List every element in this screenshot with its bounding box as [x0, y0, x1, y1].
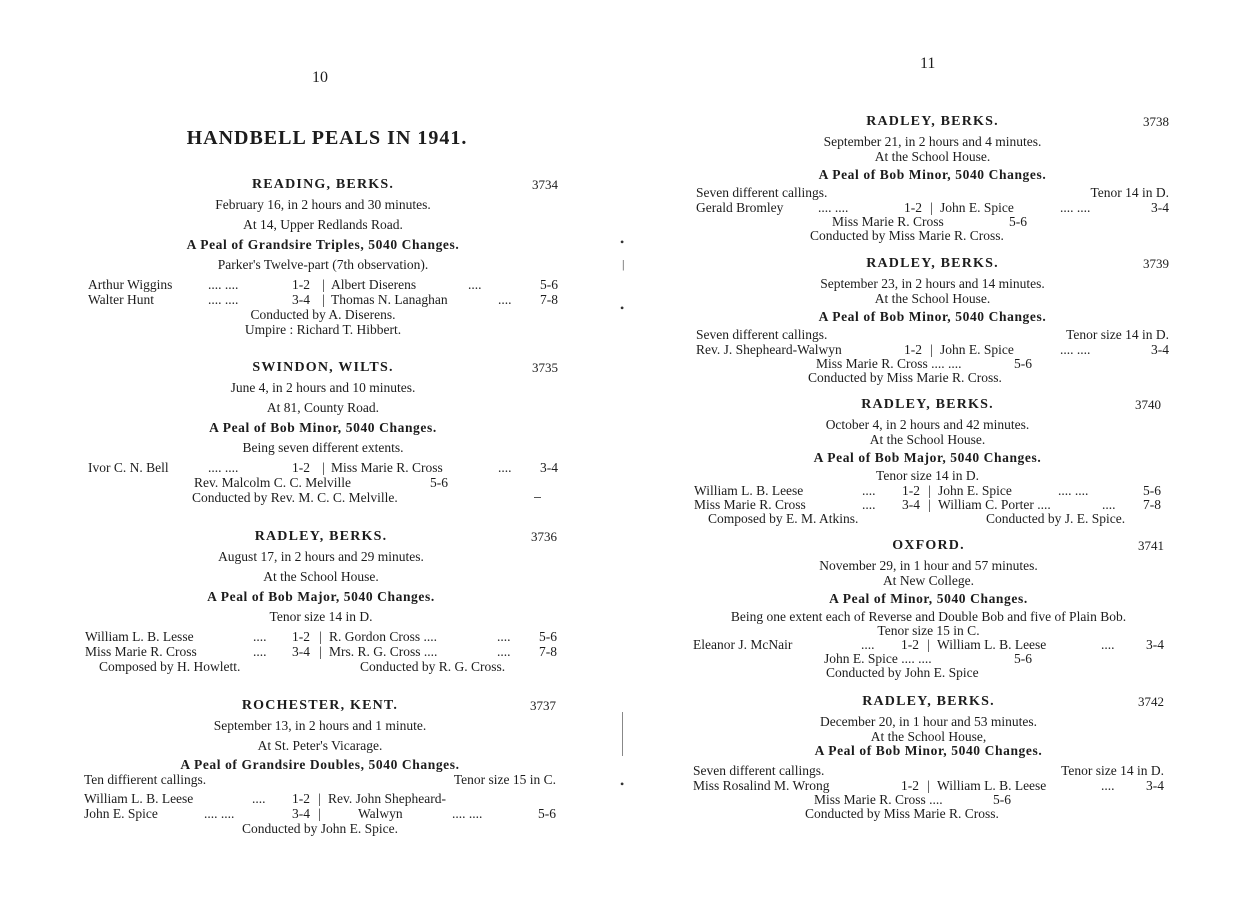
ringer-separator: |	[930, 200, 933, 215]
ringer-name: Gerald Bromley	[696, 200, 784, 215]
conductor-line: Conducted by J. E. Spice.	[986, 511, 1126, 526]
peal-venue: At the School House,	[870, 729, 987, 744]
peal-number: 3737	[530, 698, 556, 713]
peal-method: A Peal of Bob Minor, 5040 Changes.	[209, 420, 437, 435]
scan-speck: •	[620, 301, 625, 315]
ringer-row	[694, 484, 1161, 498]
peal-method: A Peal of Bob Minor, 5040 Changes.	[818, 167, 1047, 182]
right-page	[624, 0, 1247, 903]
ringer-row	[693, 652, 1164, 666]
ringer-name: Walter Hunt	[88, 292, 155, 307]
ringer-dots: ....	[252, 791, 266, 806]
peal-entry-3741	[693, 539, 1164, 681]
ringer-name: William L. B. Leese	[694, 483, 804, 498]
peal-number: 3738	[1143, 114, 1169, 129]
ringer-name: William L. B. Lesse	[85, 629, 194, 644]
ringer-separator: |	[927, 637, 930, 652]
ringer-bells: 3-4	[902, 497, 920, 512]
peal-entry-3734	[88, 178, 558, 338]
ringer-separator: |	[928, 483, 931, 498]
peal-entry-3737	[84, 699, 556, 837]
ringer-name: John E. Spice	[84, 806, 158, 821]
ringer-name: Miss Marie R. Cross	[85, 644, 197, 659]
peal-place: RADLEY, BERKS.	[866, 256, 999, 271]
ringer-name: Rev. John Shepheard-	[328, 791, 446, 806]
tenor-note: Tenor size 14 in D.	[1066, 327, 1169, 342]
peal-method: A Peal of Bob Minor, 5040 Changes.	[814, 743, 1043, 758]
peal-entry-3736	[85, 530, 557, 675]
peal-place: RADLEY, BERKS.	[861, 397, 994, 412]
ringer-row	[84, 792, 556, 807]
ringer-row	[693, 793, 1164, 807]
ringer-dots: ....	[861, 637, 875, 652]
ringer-name: Arthur Wiggins	[88, 277, 173, 292]
ringer-bells: 1-2	[292, 460, 310, 475]
ringer-name: R. Gordon Cross ....	[329, 629, 438, 644]
peal-note: Being seven different extents.	[242, 440, 404, 455]
scan-speck	[534, 497, 541, 498]
ringer-bells: 5-6	[1014, 651, 1032, 666]
ringer-name: John E. Spice .... ....	[824, 651, 932, 666]
peal-date: September 21, in 2 hours and 4 minutes.	[823, 134, 1042, 149]
peal-place: SWINDON, WILTS.	[252, 360, 394, 375]
ringer-row	[88, 461, 558, 476]
ringer-bells: 3-4	[1151, 200, 1169, 215]
ringer-name: Thomas N. Lanaghan	[331, 292, 448, 307]
ringer-dots: ....	[498, 292, 512, 307]
ringer-name: William L. B. Leese	[937, 778, 1047, 793]
ringer-dots: .... ....	[208, 277, 239, 292]
peal-number: 3742	[1138, 694, 1164, 709]
peal-number: 3741	[1138, 538, 1164, 553]
peal-date: November 29, in 1 hour and 57 minutes.	[819, 558, 1038, 573]
ringer-name: Miss Marie R. Cross ....	[814, 792, 943, 807]
peal-number: 3734	[532, 177, 558, 192]
ringer-separator: |	[318, 806, 321, 821]
tenor-note: Tenor size 15 in C.	[877, 623, 980, 638]
peal-entry-3735	[88, 361, 558, 506]
peal-venue: At 81, County Road.	[266, 400, 380, 415]
umpire-line: Umpire : Richard T. Hibbert.	[244, 322, 402, 337]
ringer-bells: 1-2	[292, 791, 310, 806]
scan-speck: |	[622, 257, 625, 271]
tenor-note: Tenor 14 in D.	[1090, 185, 1169, 200]
ringer-separator: |	[318, 791, 321, 806]
page-number: 11	[920, 55, 936, 72]
ringer-dots: ....	[1101, 778, 1115, 793]
ringer-separator: |	[319, 644, 322, 659]
tenor-note: Tenor size 14 in D.	[876, 468, 979, 483]
ringer-dots: ....	[1102, 497, 1116, 512]
ringer-bells: 5-6	[1009, 214, 1027, 229]
ringer-row	[84, 807, 556, 822]
ringer-name: Miss Marie R. Cross	[331, 460, 443, 475]
peal-number: 3740	[1135, 397, 1161, 412]
ringer-bells: 5-6	[540, 277, 558, 292]
ringer-dots: .... ....	[204, 806, 235, 821]
ringer-bells: 1-2	[901, 637, 919, 652]
ringer-dots: ....	[498, 460, 512, 475]
page-number: 10	[312, 69, 328, 86]
ringer-dots: .... ....	[208, 292, 239, 307]
ringer-bells: 1-2	[901, 778, 919, 793]
peal-place: OXFORD.	[892, 538, 965, 553]
ringer-bells: 3-4	[540, 460, 558, 475]
ringer-bells: 5-6	[539, 629, 557, 644]
peal-venue: At the School House.	[869, 432, 986, 447]
page-title: HANDBELL PEALS IN 1941.	[186, 127, 468, 149]
ringer-bells: 1-2	[904, 342, 922, 357]
tenor-note: Tenor size 15 in C.	[453, 772, 556, 787]
ringer-name: John E. Spice	[938, 483, 1012, 498]
peal-entry-3740	[694, 398, 1161, 527]
ringer-name: Miss Marie R. Cross .... ....	[816, 356, 962, 371]
ringer-bells: 5-6	[538, 806, 556, 821]
peal-date: October 4, in 2 hours and 42 minutes.	[825, 417, 1030, 432]
ringer-separator: |	[322, 460, 325, 475]
ringer-row	[88, 278, 558, 293]
ringer-separator: |	[322, 277, 325, 292]
ringer-bells: 5-6	[430, 475, 448, 490]
peal-note: Parker's Twelve-part (7th observation).	[217, 257, 429, 272]
conductor-line: Conducted by Miss Marie R. Cross.	[810, 228, 1004, 243]
ringer-dots: .... ....	[452, 806, 483, 821]
ringer-bells: 1-2	[292, 277, 310, 292]
peal-place: RADLEY, BERKS.	[862, 694, 995, 709]
peal-date: September 23, in 2 hours and 14 minutes.	[820, 276, 1045, 291]
ringer-name: Ivor C. N. Bell	[88, 460, 169, 475]
ringer-separator: |	[322, 292, 325, 307]
composer-line: Composed by E. M. Atkins.	[708, 511, 859, 526]
peal-date: February 16, in 2 hours and 30 minutes.	[215, 197, 431, 212]
ringer-row	[696, 357, 1169, 371]
ringer-dots: ....	[497, 644, 511, 659]
ringer-dots: .... ....	[818, 200, 849, 215]
ringer-bells: 3-4	[1146, 637, 1164, 652]
ringer-name: William L. B. Leese	[937, 637, 1047, 652]
ringer-dots: ....	[862, 497, 876, 512]
ringer-row	[88, 476, 558, 491]
ringer-dots: ....	[497, 629, 511, 644]
peal-place: READING, BERKS.	[251, 177, 395, 192]
conductor-line: Conducted by Miss Marie R. Cross.	[805, 806, 999, 821]
ringer-separator: |	[927, 778, 930, 793]
conductor-line: Conducted by A. Diserens.	[250, 307, 396, 322]
peal-method: A Peal of Bob Minor, 5040 Changes.	[818, 309, 1047, 324]
ringer-dots: .... ....	[208, 460, 239, 475]
ringer-bells: 7-8	[1143, 497, 1161, 512]
callings-note: Seven different callings.	[693, 763, 825, 778]
callings-note: Seven different callings.	[696, 327, 828, 342]
peal-date: September 13, in 2 hours and 1 minute.	[213, 718, 427, 733]
gutter-line	[622, 712, 623, 756]
ringer-bells: 1-2	[292, 629, 310, 644]
peal-method: A Peal of Bob Major, 5040 Changes.	[207, 589, 435, 604]
ringer-separator: |	[319, 629, 322, 644]
ringer-separator: |	[930, 342, 933, 357]
ringer-row	[696, 343, 1169, 357]
ringer-dots: .... ....	[1060, 342, 1091, 357]
callings-note: Ten diffierent callings.	[84, 772, 207, 787]
ringer-name: John E. Spice	[940, 342, 1014, 357]
peal-entry-3739	[696, 257, 1169, 386]
peal-venue: At the School House.	[263, 569, 379, 584]
ringer-bells: 3-4	[1151, 342, 1169, 357]
ringer-row	[693, 638, 1164, 652]
ringer-row	[85, 645, 557, 660]
ringer-bells: 5-6	[1014, 356, 1032, 371]
callings-note: Seven different callings.	[696, 185, 828, 200]
ringer-bells: 3-4	[292, 644, 310, 659]
ringer-name: William C. Porter ....	[938, 497, 1051, 512]
peal-number: 3739	[1143, 256, 1169, 271]
ringer-name: Miss Marie R. Cross	[832, 214, 944, 229]
ringer-row	[694, 498, 1161, 512]
peal-venue: At 14, Upper Redlands Road.	[243, 217, 403, 232]
ringer-bells: 3-4	[292, 806, 310, 821]
ringer-dots: ....	[253, 644, 267, 659]
peal-method: A Peal of Bob Major, 5040 Changes.	[813, 450, 1042, 465]
peal-method: A Peal of Grandsire Doubles, 5040 Changes.	[180, 757, 460, 772]
peal-method: A Peal of Grandsire Triples, 5040 Changes.	[186, 237, 460, 252]
ringer-bells: 3-4	[292, 292, 310, 307]
ringer-name: Miss Marie R. Cross	[694, 497, 806, 512]
ringer-name: William L. B. Leese	[84, 791, 194, 806]
ringer-name: Rev. Malcolm C. C. Melville	[194, 475, 351, 490]
peal-number: 3735	[532, 360, 558, 375]
ringer-bells: 7-8	[540, 292, 558, 307]
ringer-name: Miss Rosalind M. Wrong	[693, 778, 830, 793]
ringer-dots: ....	[1101, 637, 1115, 652]
left-page	[0, 0, 620, 903]
ringer-name: Walwyn	[358, 806, 403, 821]
peal-venue: At the School House.	[874, 149, 991, 164]
ringer-dots: ....	[862, 483, 876, 498]
peal-entry-3738	[696, 115, 1169, 244]
peal-venue: At the School House.	[874, 291, 991, 306]
ringer-row	[85, 630, 557, 645]
ringer-bells: 5-6	[993, 792, 1011, 807]
ringer-dots: ....	[253, 629, 267, 644]
scan-speck: •	[620, 777, 625, 791]
ringer-row	[693, 779, 1164, 793]
tenor-note: Tenor size 14 in D.	[1061, 763, 1164, 778]
peal-note: Being one extent each of Reverse and Double Bob and five of Plain Bob.	[730, 609, 1127, 624]
peal-note: Tenor size 14 in D.	[269, 609, 373, 624]
conductor-line: Conducted by Rev. M. C. C. Melville.	[192, 490, 398, 505]
ringer-bells: 5-6	[1143, 483, 1161, 498]
ringer-bells: 1-2	[904, 200, 922, 215]
ringer-bells: 7-8	[539, 644, 557, 659]
scan-speck: •	[620, 235, 625, 249]
ringer-dots: ....	[468, 277, 482, 292]
ringer-row	[88, 293, 558, 308]
ringer-name: Rev. J. Shepheard-Walwyn	[696, 342, 842, 357]
ringer-dots: .... ....	[1060, 200, 1091, 215]
ringer-bells: 1-2	[902, 483, 920, 498]
ringer-separator: |	[928, 497, 931, 512]
composer-line: Composed by H. Howlett.	[99, 659, 241, 674]
ringer-row	[696, 201, 1169, 215]
ringer-bells: 3-4	[1146, 778, 1164, 793]
conductor-line: Conducted by R. G. Cross.	[360, 659, 506, 674]
peal-place: RADLEY, BERKS.	[254, 529, 388, 544]
ringer-row	[696, 215, 1169, 229]
peal-venue: At St. Peter's Vicarage.	[257, 738, 383, 753]
conductor-line: Conducted by John E. Spice.	[242, 821, 398, 836]
peal-date: June 4, in 2 hours and 10 minutes.	[230, 380, 416, 395]
ringer-name: Mrs. R. G. Cross ....	[329, 644, 438, 659]
peal-date: August 17, in 2 hours and 29 minutes.	[218, 549, 424, 564]
peal-method: A Peal of Minor, 5040 Changes.	[829, 591, 1028, 606]
peal-entry-3742	[693, 695, 1164, 822]
peal-place: ROCHESTER, KENT.	[241, 698, 399, 713]
ringer-dots: .... ....	[1058, 483, 1089, 498]
ringer-name: John E. Spice	[940, 200, 1014, 215]
ringer-name: Eleanor J. McNair	[693, 637, 793, 652]
ringer-name: Albert Diserens	[331, 277, 417, 292]
conductor-line: Conducted by Miss Marie R. Cross.	[808, 370, 1002, 385]
peal-venue: At New College.	[882, 573, 975, 588]
peal-place: RADLEY, BERKS.	[866, 114, 999, 129]
peal-number: 3736	[531, 529, 557, 544]
peal-date: December 20, in 1 hour and 53 minutes.	[819, 714, 1038, 729]
conductor-line: Conducted by John E. Spice	[826, 665, 979, 680]
